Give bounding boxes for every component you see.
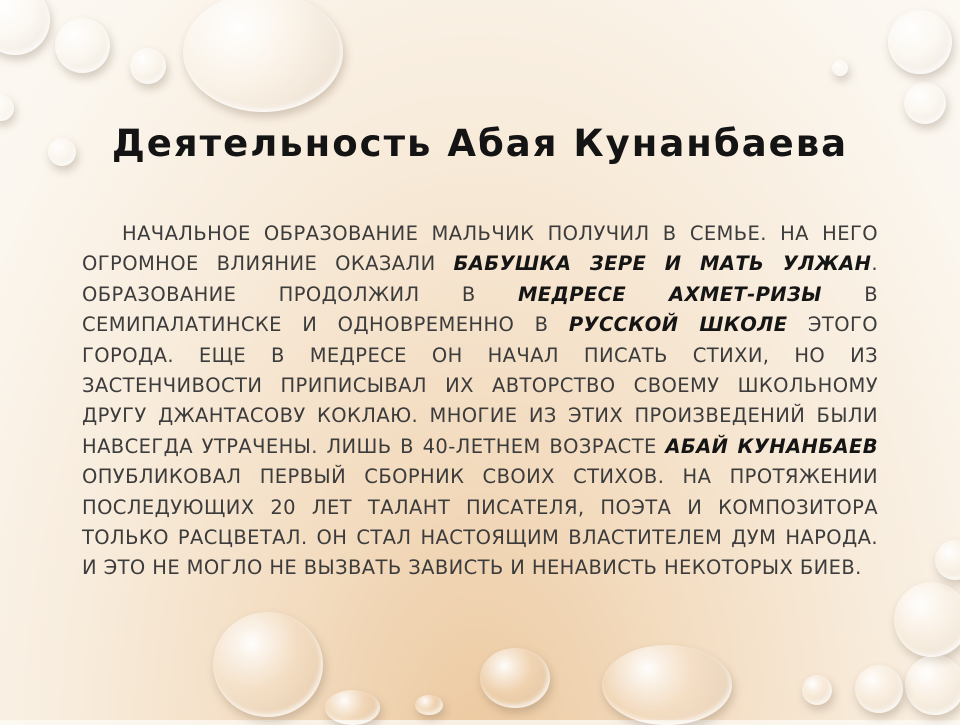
- water-drop-icon: [130, 48, 166, 84]
- text-segment: В СЕМИПАЛАТИНСКЕ И ОДНОВРЕМЕННО В: [82, 282, 878, 337]
- water-drop-icon: [935, 540, 960, 580]
- text-segment: ЭТОГО ГОРОДА. ЕЩЕ В МЕДРЕСЕ ОН НАЧАЛ ПИСАТЬ СТИХИ, НО ИЗ ЗАСТЕНЧИВОСТИ ПРИПИСЫВАЛ ИХ АВТОРСТВО СВОЕМУ ШКОЛЬНОМУ ДРУГУ ДЖАНТАСОВУ КОКЛАЮ. МНОГИЕ ИЗ ЭТИХ ПРОИЗВЕДЕНИЙ БЫЛИ НАВСЕГДА УТРАЧЕНЫ. ЛИШЬ В 40-ЛЕТНЕМ ВОЗРАСТЕ: [82, 313, 878, 458]
- water-drop-icon: [55, 18, 110, 73]
- water-drop-icon: [855, 665, 903, 713]
- water-drop-icon: [213, 612, 323, 717]
- water-drop-icon: [888, 10, 952, 74]
- text-segment: НАЧАЛЬНОЕ ОБРАЗОВАНИЕ МАЛЬЧИК ПОЛУЧИЛ В СЕМЬЕ. НА НЕГО ОГРОМНОЕ ВЛИЯНИЕ ОКАЗАЛИ: [82, 222, 878, 276]
- emphasis-grandmother-mother: БАБУШКА ЗЕРЕ И МАТЬ УЛЖАН: [453, 252, 872, 276]
- text-segment: . ОБРАЗОВАНИЕ ПРОДОЛЖИЛ В: [82, 252, 878, 306]
- water-drop-icon: [894, 582, 960, 657]
- slide-title: Деятельность Абая Кунанбаева: [111, 122, 849, 165]
- water-drop-icon: [802, 675, 832, 705]
- water-drop-icon: [0, 95, 14, 121]
- water-drop-icon: [832, 60, 848, 76]
- water-drop-icon: [602, 645, 732, 725]
- water-drop-icon: [415, 695, 443, 715]
- emphasis-russian-school: РУССКОЙ ШКОЛЕ: [568, 313, 788, 337]
- water-drop-icon: [0, 0, 50, 55]
- water-drop-icon: [183, 0, 343, 112]
- body-paragraph: [82, 219, 878, 584]
- water-drop-icon: [904, 82, 946, 124]
- text-segment: ОПУБЛИКОВАЛ ПЕРВЫЙ СБОРНИК СВОИХ СТИХОВ. НА ПРОТЯЖЕНИИ ПОСЛЕДУЮЩИХ 20 ЛЕТ ТАЛАНТ ПИСАТЕЛЯ, ПОЭТА И КОМПОЗИТОРА ТОЛЬКО РАСЦВЕТАЛ. ОН СТАЛ НАСТОЯЩИМ ВЛАСТИТЕЛЕМ ДУМ НАРОДА. И ЭТО НЕ МОГЛО НЕ ВЫЗВАТЬ ЗАВИСТЬ И НЕНАВИСТЬ НЕКОТОРЫХ БИЕВ.: [82, 465, 878, 580]
- emphasis-abai-kunanbaev: АБАЙ КУНАНБАЕВ: [665, 434, 878, 458]
- water-drop-icon: [905, 655, 960, 715]
- emphasis-madrasa: МЕДРЕСЕ АХМЕТ-РИЗЫ: [517, 282, 822, 306]
- water-drop-icon: [480, 648, 550, 708]
